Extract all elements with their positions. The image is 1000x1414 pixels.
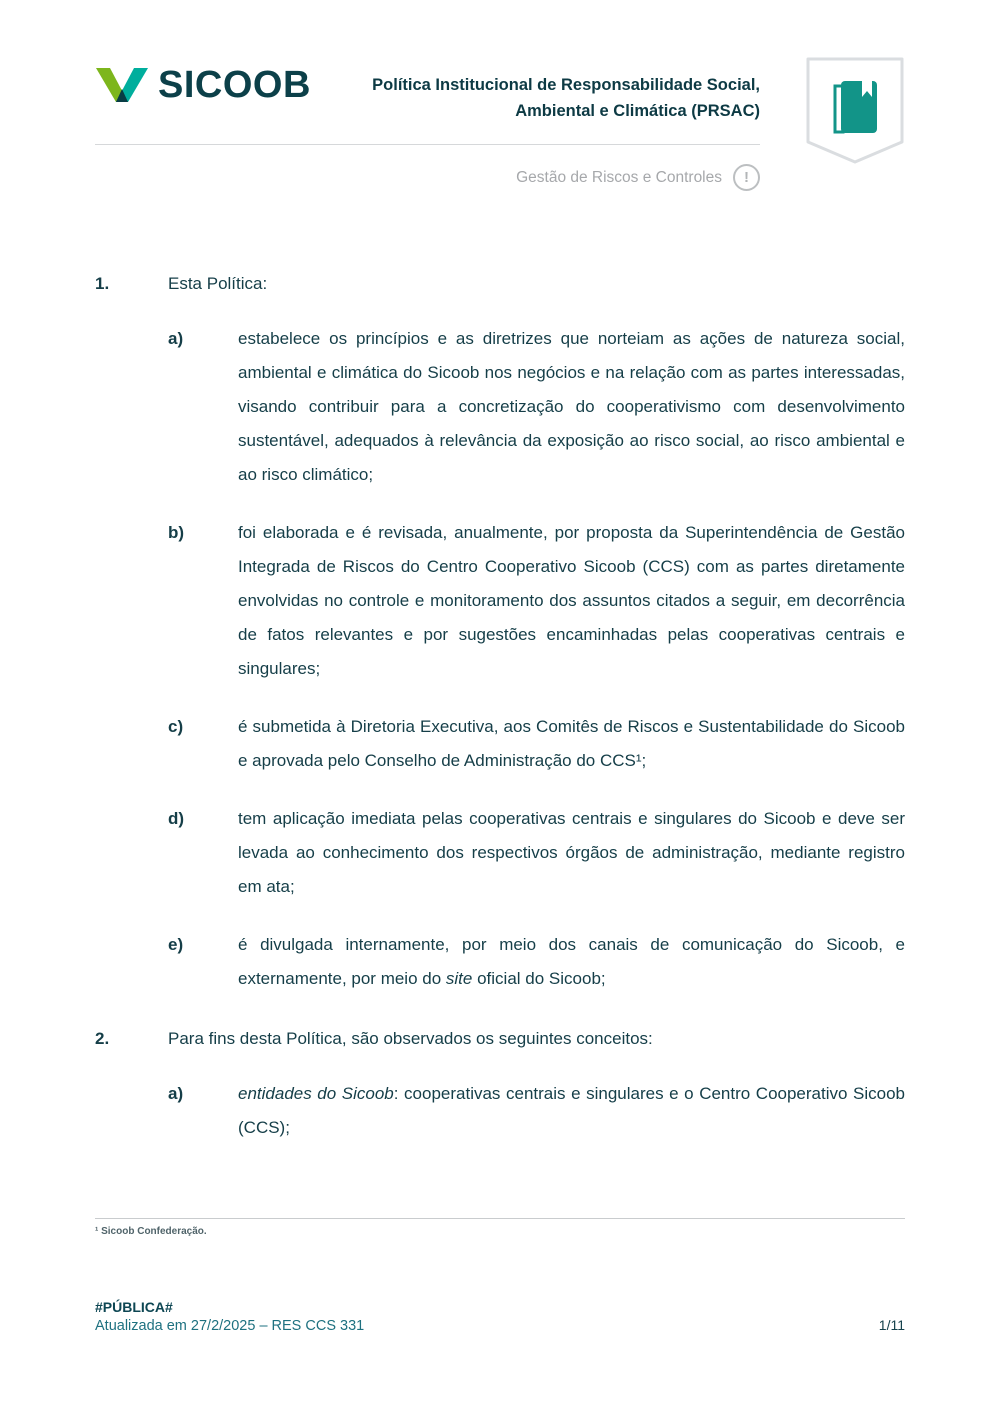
document-title-line2: Ambiental e Climática (PRSAC) [515, 102, 760, 120]
sicoob-chevron-icon [95, 66, 149, 104]
sicoob-logo [95, 56, 311, 104]
document-subtitle-row [95, 164, 760, 191]
section-2 [95, 1022, 905, 1145]
section-heading: Esta Política: [168, 274, 268, 293]
alert-glyph: ! [744, 169, 749, 186]
brand-wordmark: SICOOB [158, 64, 311, 106]
page-footer [95, 1299, 905, 1334]
document-header [95, 56, 905, 191]
item-text: tem aplicação imediata pelas cooperativas centrais e singulares do Sicoob e deve ser levada ao conhecimento dos respectivos órgãos de administração, mediante registro em ata; [238, 809, 905, 896]
section-1 [95, 267, 905, 996]
item-letter: c) [168, 717, 184, 736]
list-item-1b [168, 516, 905, 686]
footnote: ¹ Sicoob Confederação. [95, 1226, 207, 1237]
item-text: foi elaborada e é revisada, anualmente, por proposta da Superintendência de Gestão Integrada de Riscos do Centro Cooperativo Sicoob (CCS) com as partes diretamente envolvidas no controle e monitoramento dos assuntos citados a seguir, em decorrência de fatos relevantes e por sugestões encaminhadas pelas cooperativas centrais e singulares; [238, 523, 905, 678]
document-subtitle: Gestão de Riscos e Controles [516, 168, 722, 186]
footnote-divider [95, 1218, 905, 1219]
bookmark-badge [805, 56, 905, 171]
item-text: é submetida à Diretoria Executiva, aos Comitês de Riscos e Sustentabilidade do Sicoob e aprovada pelo Conselho de Administração do CCS¹; [238, 717, 905, 770]
list-item-1a [168, 322, 905, 492]
item-letter: e) [168, 935, 184, 954]
section-heading: Para fins desta Política, são observados os seguintes conceitos: [168, 1029, 653, 1048]
item-text: é divulgada internamente, por meio dos canais de comunicação do Sicoob, e externamente, por meio do site oficial do Sicoob; [238, 935, 905, 988]
header-divider [95, 144, 760, 145]
list-item-1e [168, 928, 905, 996]
alert-circle-icon [733, 164, 760, 191]
item-text: estabelece os princípios e as diretrizes que norteiam as ações de natureza social, ambiental e climática do Sicoob nos negócios e na relação com as partes interessadas, visando contribuir para a concretização do cooperativismo com desenvolvimento sustentável, adequados à relevância da exposição ao risco social, ao risco ambiental e ao risco climático; [238, 329, 905, 484]
updated-label: Atualizada em 27/2/2025 – RES CCS 331 [95, 1318, 365, 1334]
list-item-1c [168, 710, 905, 778]
item-letter: a) [168, 329, 184, 348]
list-item-1d [168, 802, 905, 904]
page-bottom [95, 1218, 905, 1334]
item-text: entidades do Sicoob: cooperativas centrais e singulares e o Centro Cooperativo Sicoob (CCS); [238, 1084, 905, 1137]
section-number: 1. [95, 274, 110, 293]
item-letter: d) [168, 809, 185, 828]
list-item-2a [168, 1077, 905, 1145]
section-number: 2. [95, 1029, 110, 1048]
document-title [311, 56, 760, 124]
page-number: 1/11 [878, 1317, 905, 1333]
item-letter: a) [168, 1084, 184, 1103]
item-letter: b) [168, 523, 185, 542]
book-icon [805, 56, 905, 166]
classification-label: #PÚBLICA# [95, 1299, 173, 1315]
document-body [95, 267, 905, 1145]
document-title-line1: Política Institucional de Responsabilidade Social, [372, 76, 760, 94]
